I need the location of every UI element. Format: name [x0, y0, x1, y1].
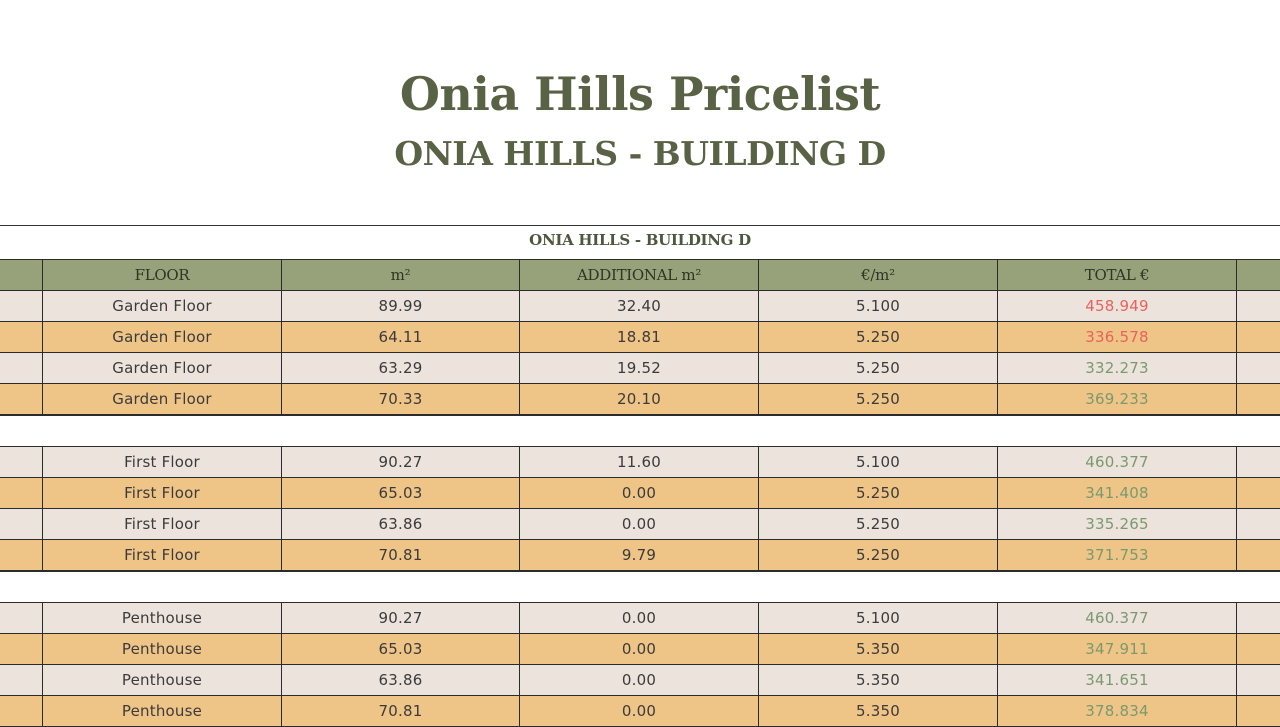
- floor-cell: Garden Floor: [42, 291, 281, 321]
- total-cell: 458.949: [997, 291, 1236, 321]
- table-row: [0, 539, 1280, 571]
- pricelist-table: [0, 225, 1280, 727]
- header-cell-blank-left: [0, 260, 42, 290]
- row-cell-blank-left: [0, 353, 42, 383]
- floor-cell: Penthouse: [42, 634, 281, 664]
- header-total: TOTAL €: [997, 260, 1236, 290]
- row-cell-blank-right: [1236, 384, 1280, 414]
- additional-m2-cell: 0.00: [519, 665, 758, 695]
- total-cell: 378.834: [997, 696, 1236, 726]
- header-additional-m2: ADDITIONAL m²: [519, 260, 758, 290]
- price-per-m2-cell: 5.250: [758, 540, 997, 570]
- floor-cell: First Floor: [42, 478, 281, 508]
- total-cell: 369.233: [997, 384, 1236, 414]
- additional-m2-cell: 11.60: [519, 447, 758, 477]
- m2-cell: 63.86: [281, 665, 519, 695]
- row-cell-blank-right: [1236, 291, 1280, 321]
- m2-cell: 90.27: [281, 447, 519, 477]
- additional-m2-cell: 0.00: [519, 603, 758, 633]
- table-row: [0, 602, 1280, 633]
- floor-cell: First Floor: [42, 540, 281, 570]
- page-title: Onia Hills Pricelist: [399, 67, 881, 121]
- row-cell-blank-right: [1236, 603, 1280, 633]
- row-cell-blank-left: [0, 509, 42, 539]
- price-per-m2-cell: 5.350: [758, 665, 997, 695]
- row-cell-blank-left: [0, 447, 42, 477]
- row-cell-blank-right: [1236, 634, 1280, 664]
- m2-cell: 63.86: [281, 509, 519, 539]
- row-cell-blank-left: [0, 634, 42, 664]
- row-cell-blank-right: [1236, 478, 1280, 508]
- table-row: [0, 664, 1280, 695]
- total-cell: 335.265: [997, 509, 1236, 539]
- row-cell-blank-right: [1236, 353, 1280, 383]
- table-row: [0, 290, 1280, 321]
- additional-m2-cell: 19.52: [519, 353, 758, 383]
- m2-cell: 70.33: [281, 384, 519, 414]
- additional-m2-cell: 0.00: [519, 634, 758, 664]
- row-cell-blank-left: [0, 696, 42, 726]
- table-header-row: [0, 259, 1280, 290]
- additional-m2-cell: 0.00: [519, 696, 758, 726]
- floor-cell: Penthouse: [42, 665, 281, 695]
- additional-m2-cell: 20.10: [519, 384, 758, 414]
- floor-cell: Garden Floor: [42, 353, 281, 383]
- header-m2: m²: [281, 260, 519, 290]
- group-spacer: [0, 571, 1280, 602]
- table-body: [0, 290, 1280, 727]
- row-cell-blank-left: [0, 291, 42, 321]
- total-cell: 336.578: [997, 322, 1236, 352]
- price-per-m2-cell: 5.100: [758, 603, 997, 633]
- additional-m2-cell: 18.81: [519, 322, 758, 352]
- row-cell-blank-right: [1236, 322, 1280, 352]
- floor-cell: First Floor: [42, 509, 281, 539]
- price-per-m2-cell: 5.250: [758, 509, 997, 539]
- m2-cell: 64.11: [281, 322, 519, 352]
- table-row: [0, 695, 1280, 727]
- additional-m2-cell: 32.40: [519, 291, 758, 321]
- m2-cell: 70.81: [281, 540, 519, 570]
- header-price-per-m2: €/m²: [758, 260, 997, 290]
- price-per-m2-cell: 5.350: [758, 696, 997, 726]
- m2-cell: 65.03: [281, 634, 519, 664]
- m2-cell: 65.03: [281, 478, 519, 508]
- total-cell: 460.377: [997, 447, 1236, 477]
- row-cell-blank-right: [1236, 447, 1280, 477]
- row-cell-blank-left: [0, 384, 42, 414]
- m2-cell: 70.81: [281, 696, 519, 726]
- floor-cell: Penthouse: [42, 696, 281, 726]
- row-cell-blank-right: [1236, 665, 1280, 695]
- price-per-m2-cell: 5.250: [758, 353, 997, 383]
- price-per-m2-cell: 5.100: [758, 291, 997, 321]
- floor-cell: Garden Floor: [42, 384, 281, 414]
- price-per-m2-cell: 5.350: [758, 634, 997, 664]
- price-per-m2-cell: 5.250: [758, 384, 997, 414]
- m2-cell: 90.27: [281, 603, 519, 633]
- row-cell-blank-right: [1236, 696, 1280, 726]
- table-row: [0, 383, 1280, 415]
- floor-cell: Penthouse: [42, 603, 281, 633]
- total-cell: 341.651: [997, 665, 1236, 695]
- floor-cell: First Floor: [42, 447, 281, 477]
- total-cell: 460.377: [997, 603, 1236, 633]
- row-cell-blank-left: [0, 322, 42, 352]
- header-cell-blank-right: [1236, 260, 1280, 290]
- table-row: [0, 321, 1280, 352]
- table-row: [0, 633, 1280, 664]
- row-cell-blank-left: [0, 540, 42, 570]
- table-row: [0, 446, 1280, 477]
- table-row: [0, 477, 1280, 508]
- row-cell-blank-right: [1236, 540, 1280, 570]
- header-floor: FLOOR: [42, 260, 281, 290]
- total-cell: 332.273: [997, 353, 1236, 383]
- m2-cell: 63.29: [281, 353, 519, 383]
- row-cell-blank-left: [0, 665, 42, 695]
- table-row: [0, 508, 1280, 539]
- price-per-m2-cell: 5.250: [758, 322, 997, 352]
- price-per-m2-cell: 5.250: [758, 478, 997, 508]
- floor-cell: Garden Floor: [42, 322, 281, 352]
- additional-m2-cell: 9.79: [519, 540, 758, 570]
- page-subtitle: ONIA HILLS - BUILDING D: [394, 134, 886, 173]
- total-cell: 371.753: [997, 540, 1236, 570]
- total-cell: 347.911: [997, 634, 1236, 664]
- additional-m2-cell: 0.00: [519, 509, 758, 539]
- price-per-m2-cell: 5.100: [758, 447, 997, 477]
- row-cell-blank-left: [0, 478, 42, 508]
- table-row: [0, 352, 1280, 383]
- table-caption: ONIA HILLS - BUILDING D: [529, 231, 751, 249]
- additional-m2-cell: 0.00: [519, 478, 758, 508]
- row-cell-blank-left: [0, 603, 42, 633]
- total-cell: 341.408: [997, 478, 1236, 508]
- row-cell-blank-right: [1236, 509, 1280, 539]
- m2-cell: 89.99: [281, 291, 519, 321]
- group-spacer: [0, 415, 1280, 446]
